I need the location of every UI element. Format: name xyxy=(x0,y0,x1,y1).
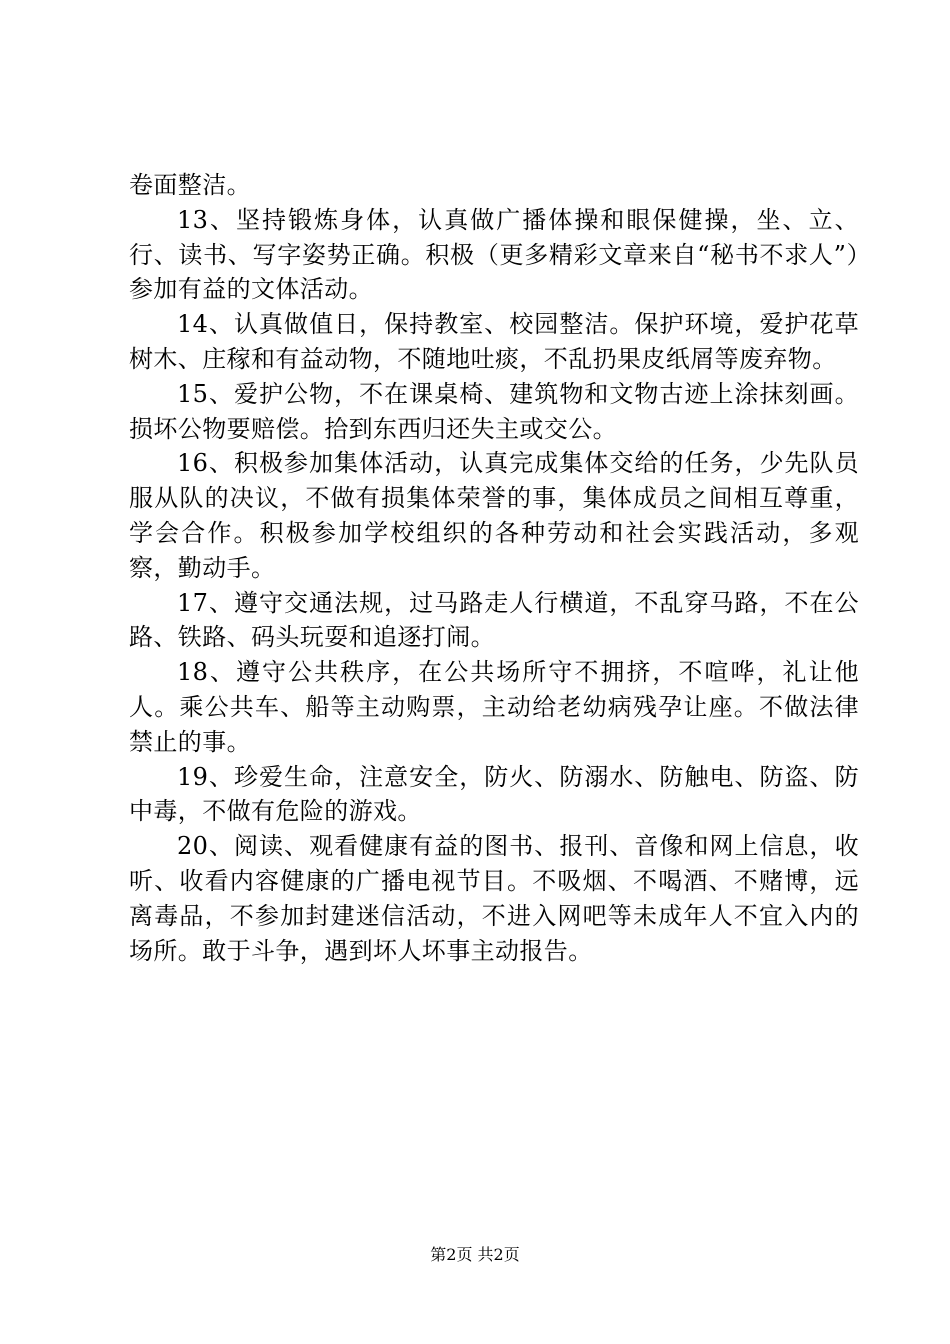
paragraph: 14、认真做值日，保持教室、校园整洁。保护环境，爱护花草树木、庄稼和有益动物，不随地吐痰，不乱扔果皮纸屑等废弃物。 xyxy=(129,310,859,373)
paragraph: 18、遵守公共秩序，在公共场所守不拥挤，不喧哗，礼让他人。乘公共车、船等主动购票，主动给老幼病残孕让座。不做法律禁止的事。 xyxy=(129,658,859,756)
paragraph: 卷面整洁。 xyxy=(129,171,251,199)
paragraph: 16、积极参加集体活动，认真完成集体交给的任务，少先队员服从队的决议，不做有损集体荣誉的事，集体成员之间相互尊重，学会合作。积极参加学校组织的各种劳动和社会实践活动，多观察，勤动手。 xyxy=(129,449,859,582)
document-body xyxy=(129,168,859,968)
page-number: 第2页 共2页 xyxy=(430,1245,520,1264)
paragraph: 13、坚持锻炼身体，认真做广播体操和眼保健操，坐、立、行、读书、写字姿势正确。积极（更多精彩文章来自“秘书不求人”）参加有益的文体活动。 xyxy=(129,205,859,304)
paragraph: 20、阅读、观看健康有益的图书、报刊、音像和网上信息，收听、收看内容健康的广播电视节目。不吸烟、不喝酒、不赌博，远离毒品，不参加封建迷信活动，不进入网吧等未成年人不宜入内的场所。敢于斗争，遇到坏人坏事主动报告。 xyxy=(129,832,859,965)
paragraph: 15、爱护公物，不在课桌椅、建筑物和文物古迹上涂抹刻画。损坏公物要赔偿。拾到东西归还失主或交公。 xyxy=(129,379,859,443)
paragraph: 17、遵守交通法规，过马路走人行横道，不乱穿马路，不在公路、铁路、码头玩耍和追逐打闹。 xyxy=(129,588,859,652)
page-footer xyxy=(0,1245,950,1265)
paragraph: 19、珍爱生命，注意安全，防火、防溺水、防触电、防盗、防中毒，不做有危险的游戏。 xyxy=(129,762,859,826)
